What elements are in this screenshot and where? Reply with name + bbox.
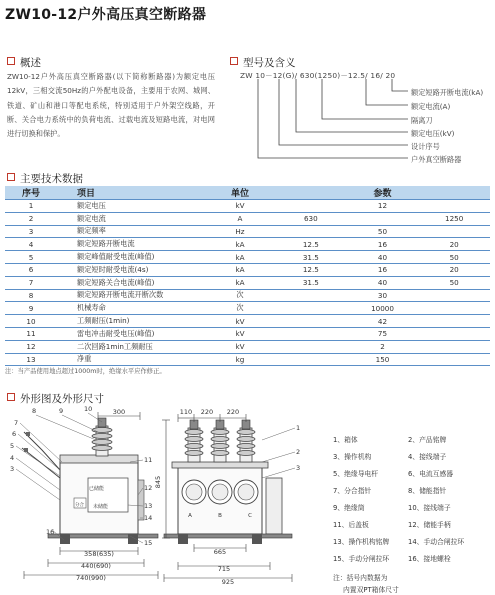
model-heading: 型号及含义 bbox=[230, 55, 296, 70]
cell-no: 8 bbox=[5, 289, 57, 302]
cell-unit: kV bbox=[205, 340, 275, 353]
overview-heading: 概述 bbox=[7, 55, 41, 70]
dim-358: 358(635) bbox=[84, 550, 114, 558]
legend-item: 14、手动合闸拉环 bbox=[408, 538, 465, 546]
specs-note: 注：当产品使用地点超过1000m时，绝缘水平应作修正。 bbox=[5, 368, 166, 375]
param-value: 12.5 bbox=[302, 265, 319, 275]
cell-item: 额定频率 bbox=[57, 225, 205, 238]
param-value: 2 bbox=[380, 342, 385, 352]
model-label-rated-voltage: 额定电压(kV) bbox=[411, 129, 455, 138]
model-label-type: 户外真空断路器 bbox=[411, 155, 462, 164]
cell-no: 4 bbox=[5, 238, 57, 251]
legend-item: 1、箱体 bbox=[333, 436, 358, 444]
dim-740: 740(990) bbox=[76, 574, 106, 582]
legend-item: 16、接地螺栓 bbox=[408, 555, 451, 563]
callout-5: 5 bbox=[10, 442, 15, 450]
param-value: 75 bbox=[377, 329, 388, 339]
param-value: 630 bbox=[303, 214, 318, 224]
cell-item: 额定峰值耐受电流(峰值) bbox=[57, 251, 205, 264]
cell-no: 11 bbox=[5, 327, 57, 340]
panel-state-label: 分合 bbox=[75, 503, 84, 508]
col-header-item: 项目 bbox=[57, 186, 205, 200]
legend-item: 15、手动分闸拉环 bbox=[333, 555, 390, 563]
cell-unit: kg bbox=[205, 353, 275, 366]
legend-note: 注：括号内数据为 bbox=[333, 574, 388, 582]
model-code: ZW 10－12(G)/ 630(1250)－12.5/ 16/ 20 bbox=[240, 71, 396, 80]
legend-item: 11、后盖板 bbox=[333, 521, 369, 529]
cell-no: 13 bbox=[5, 353, 57, 366]
legend-item: 8、储能指针 bbox=[408, 487, 447, 495]
cell-unit: kA bbox=[205, 263, 275, 276]
param-value: 10000 bbox=[371, 303, 394, 313]
cell-item: 机械寿命 bbox=[57, 302, 205, 315]
legend-item: 5、绝缘导电杆 bbox=[333, 470, 379, 478]
model-label-isolator: 隔离刀 bbox=[411, 116, 433, 125]
param-value: 31.5 bbox=[302, 252, 319, 262]
legend-item: 10、接线端子 bbox=[408, 504, 451, 512]
panel-uncharged-label: 未储能 bbox=[93, 504, 109, 510]
legend-item: 9、绝缘筒 bbox=[333, 504, 365, 512]
cell-item: 额定电压 bbox=[57, 200, 205, 213]
cell-unit: 次 bbox=[205, 302, 275, 315]
legend-item: 2、产品铭牌 bbox=[408, 436, 447, 444]
cell-item: 雷电冲击耐受电压(峰值) bbox=[57, 327, 205, 340]
phase-mark-b: B bbox=[218, 513, 222, 519]
callout-9: 9 bbox=[59, 407, 64, 415]
callout-2-side: 2 bbox=[296, 448, 301, 456]
param-value: 12.5 bbox=[302, 239, 319, 249]
cell-unit: Hz bbox=[205, 225, 275, 238]
callout-16: 16 bbox=[46, 528, 55, 536]
legend-item: 3、操作机构 bbox=[333, 453, 372, 461]
dim-220-a: 220 bbox=[200, 408, 214, 416]
cell-no: 3 bbox=[5, 225, 57, 238]
front-view bbox=[22, 418, 158, 544]
callout-10: 10 bbox=[84, 405, 93, 413]
cell-item: 工频耐压(1min) bbox=[57, 315, 205, 328]
cell-unit: kA bbox=[205, 276, 275, 289]
cell-no: 10 bbox=[5, 315, 57, 328]
callout-1-side: 1 bbox=[296, 424, 301, 432]
cell-no: 9 bbox=[5, 302, 57, 315]
cell-no: 12 bbox=[5, 340, 57, 353]
cell-no: 6 bbox=[5, 263, 57, 276]
param-value: 16 bbox=[377, 265, 388, 275]
legend-item: 12、储能手柄 bbox=[408, 521, 451, 529]
callout-15: 15 bbox=[144, 539, 153, 547]
callout-3: 3 bbox=[10, 465, 15, 473]
legend-item: 4、接线端子 bbox=[408, 453, 447, 461]
param-value: 40 bbox=[377, 252, 388, 262]
overview-text: ZW10-12户外高压真空断路器(以下简称断路器)为额定电压12kV，三相交流50Hz的户外配电设备，主要用于农网、城网、铁道、矿山和港口等配电系统，特别适用于户外架空线路，开断、关合电力系统中的负荷电流、过载电流及短路电流，对电网进行切换和保护。 bbox=[7, 72, 215, 139]
dim-925: 925 bbox=[221, 578, 235, 586]
legend-item: 7、分合指针 bbox=[333, 487, 372, 495]
cell-no: 1 bbox=[5, 200, 57, 213]
callout-12: 12 bbox=[144, 484, 153, 492]
callout-6: 6 bbox=[12, 430, 17, 438]
phase-mark-c: C bbox=[248, 513, 252, 519]
callout-14: 14 bbox=[144, 514, 153, 522]
cell-item: 额定短路关合电流(峰值) bbox=[57, 276, 205, 289]
param-value: 31.5 bbox=[302, 278, 319, 288]
param-value: 50 bbox=[449, 278, 459, 288]
callout-11: 11 bbox=[144, 456, 153, 464]
page-title: ZW10-12户外高压真空断路器 bbox=[5, 7, 207, 23]
dim-665: 665 bbox=[213, 548, 227, 556]
model-label-rated-current: 额定电流(A) bbox=[411, 102, 451, 111]
specs-heading: 主要技术数据 bbox=[7, 171, 83, 186]
cell-no: 7 bbox=[5, 276, 57, 289]
callout-8: 8 bbox=[32, 407, 37, 415]
cell-no: 5 bbox=[5, 251, 57, 264]
param-value: 20 bbox=[449, 265, 459, 275]
model-code-leaders bbox=[258, 79, 408, 158]
dim-440: 440(690) bbox=[81, 562, 111, 570]
param-value: 16 bbox=[377, 239, 388, 249]
dim-110: 110 bbox=[179, 408, 193, 416]
callout-13: 13 bbox=[144, 502, 153, 510]
param-value: 50 bbox=[449, 252, 459, 262]
cell-item: 二次回路1min工频耐压 bbox=[57, 340, 205, 353]
param-value: 1250 bbox=[445, 214, 464, 224]
cell-unit: 次 bbox=[205, 289, 275, 302]
model-label-design-no: 设计序号 bbox=[411, 142, 440, 151]
dim-845: 845 bbox=[154, 475, 162, 489]
model-label-breaking-current: 额定短路开断电流(kA) bbox=[411, 88, 484, 97]
cell-item: 净重 bbox=[57, 353, 205, 366]
dim-300: 300 bbox=[112, 408, 126, 416]
dim-715: 715 bbox=[217, 565, 231, 573]
cell-unit: A bbox=[205, 212, 275, 225]
phase-mark-a: A bbox=[188, 513, 192, 519]
cell-unit: kV bbox=[205, 200, 275, 213]
cell-item: 额定短路开断电流 bbox=[57, 238, 205, 251]
param-value: 50 bbox=[377, 226, 388, 236]
param-value: 40 bbox=[377, 278, 388, 288]
col-header-params: 参数 bbox=[275, 186, 490, 200]
param-value: 30 bbox=[377, 290, 388, 300]
panel-charged-label: 已储能 bbox=[89, 486, 105, 492]
cell-unit: kV bbox=[205, 327, 275, 340]
param-value: 150 bbox=[375, 354, 390, 364]
legend-item: 13、操作机构铭牌 bbox=[333, 538, 390, 546]
cell-item: 额定短时耐受电流(4s) bbox=[57, 263, 205, 276]
cell-item: 额定短路开断电流开断次数 bbox=[57, 289, 205, 302]
param-value: 12 bbox=[377, 201, 388, 211]
drawing-heading: 外形图及外形尺寸 bbox=[7, 391, 104, 406]
callout-7: 7 bbox=[14, 419, 19, 427]
dim-220-b: 220 bbox=[226, 408, 240, 416]
legend-item: 6、电流互感器 bbox=[408, 470, 454, 478]
cell-no: 2 bbox=[5, 212, 57, 225]
cell-unit: kV bbox=[205, 315, 275, 328]
param-value: 20 bbox=[449, 239, 459, 249]
callout-3-side: 3 bbox=[296, 464, 301, 472]
cell-unit: kA bbox=[205, 251, 275, 264]
param-value: 42 bbox=[377, 316, 388, 326]
callout-4: 4 bbox=[10, 454, 15, 462]
cell-item: 额定电流 bbox=[57, 212, 205, 225]
cell-unit: kA bbox=[205, 238, 275, 251]
col-header-unit: 单位 bbox=[205, 186, 275, 200]
legend-note: 内置双PT箱体尺寸 bbox=[343, 586, 399, 594]
side-view bbox=[164, 420, 292, 544]
col-header-no: 序号 bbox=[5, 186, 57, 200]
